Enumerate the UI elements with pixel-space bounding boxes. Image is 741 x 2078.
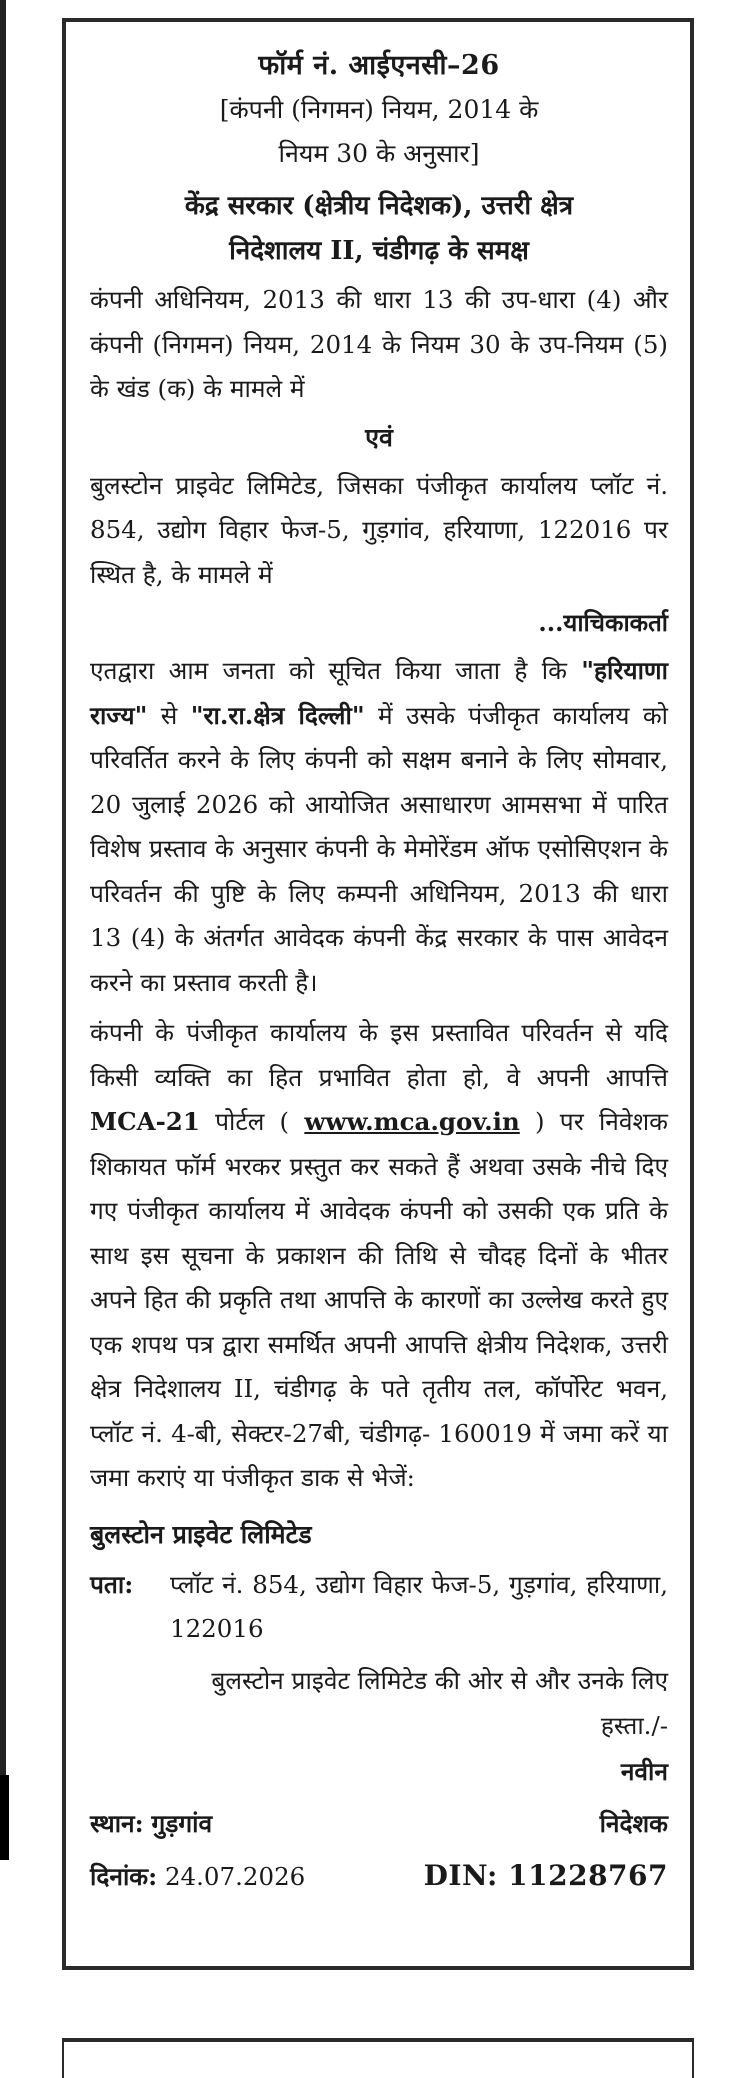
rule-reference-line2: नियम 30 के अनुसार]	[278, 139, 480, 168]
mca-portal-name: MCA-21	[90, 1107, 200, 1136]
para2-text-b: पोर्टल (	[199, 1107, 305, 1136]
authority-heading	[90, 184, 668, 274]
place-label: स्थान:	[90, 1808, 144, 1838]
next-notice-box-edge	[62, 2038, 694, 2078]
state-from: "हरियाणा राज्य"	[90, 656, 668, 730]
para2-text-c: ) पर निवेशक शिकायत फॉर्म भरकर प्रस्तुत कर सकते हैं अथवा उसके नीचे दिए गए पंजीकृत कार्यालय में आवेदक कंपनी को उसकी एक प्रति के साथ इस सूचना के प्रकाशन की तिथि से चौदह दिनों के भीतर अपने हित की प्रकृति तथा आपत्ति के कारणों का उल्लेख करते हुए एक शपथ पत्र द्वारा समर्थित अपनी आपत्ति क्षेत्रीय निदेशक, उत्तरी क्षेत्र निदेशालय II, चंडीगढ़ के पते तृतीय तल, कॉर्पोरेट भवन, प्लॉट नं. 4-बी, सेक्टर-27बी, चंडीगढ़- 160019 में जमा करें या जमा कराएं या पंजीकृत डाक से भेजें:	[90, 1107, 668, 1492]
on-behalf-line: बुलस्टोन प्राइवेट लिमिटेड की ओर से और उनके लिए	[211, 1665, 668, 1695]
date	[90, 1854, 305, 1900]
authority-line2: निदेशालय II, चंडीगढ़ के समक्ष	[229, 236, 529, 266]
notice-paragraph-2	[90, 1011, 668, 1501]
and-conjunction: एवं	[365, 422, 393, 452]
place-value: गुड़गांव	[151, 1808, 213, 1838]
date-value: 24.07.2026	[164, 1861, 306, 1891]
place	[90, 1801, 212, 1847]
mca-website-link[interactable]: www.mca.gov.in	[304, 1107, 520, 1136]
address-label: पता:	[90, 1569, 134, 1599]
left-column-mark	[0, 1775, 9, 1860]
left-column-rule	[0, 0, 6, 1860]
notice-header	[90, 44, 668, 274]
company-address	[90, 1563, 668, 1651]
notice-paragraph-1	[90, 649, 668, 1005]
place-row	[90, 1801, 668, 1847]
din-number: DIN: 11228767	[423, 1858, 668, 1892]
date-row	[90, 1853, 668, 1900]
para2-text-a: कंपनी के पंजीकृत कार्यालय के इस प्रस्तावित परिवर्तन से यदि किसी व्यक्ति का हित प्रभावित होता हो, वे अपनी आपत्ति	[90, 1018, 668, 1092]
state-to: "रा.रा.क्षेत्र दिल्ली"	[190, 700, 365, 730]
signed-mark: हस्ता./-	[600, 1710, 668, 1740]
address-text: प्लॉट नं. 854, उद्योग विहार फेज-5, गुड़गांव, हरियाणा, 122016	[170, 1569, 668, 1643]
para1-text-c: में उसके पंजीकृत कार्यालय को परिवर्तित करने के लिए कंपनी को सक्षम बनाने के लिए सोमवार, 20 जुलाई 2026 को आयोजित असाधारण आमसभा में पारित विशेष प्रस्ताव के अनुसार कंपनी के मेमोरेंडम ऑफ एसोसिएशन के परिवर्तन की पुष्टि के लिए कम्पनी अधिनियम, 2013 की धारा 13 (4) के अंतर्गत आवेदक कंपनी केंद्र सरकार के पास आवेदन करने का प्रस्ताव करती है।	[90, 700, 668, 997]
petitioner-label: ...याचिकाकर्ता	[538, 608, 668, 637]
matter-intro: कंपनी अधिनियम, 2013 की धारा 13 की उप-धारा (4) और कंपनी (निगमन) नियम, 2014 के नियम 30 के उप-नियम (5) के खंड (क) के मामले में	[90, 285, 668, 403]
legal-notice	[62, 18, 694, 1970]
authority-line1: केंद्र सरकार (क्षेत्रीय निदेशक), उत्तरी क्षेत्र	[184, 191, 574, 221]
designation: निदेशक	[599, 1808, 668, 1838]
para1-text-a: एतद्वारा आम जनता को सूचित किया जाता है कि	[90, 656, 582, 685]
form-title: फॉर्म नं. आईएनसी–26	[258, 50, 500, 81]
company-matter: बुलस्टोन प्राइवेट लिमिटेड, जिसका पंजीकृत कार्यालय प्लॉट नं. 854, उद्योग विहार फेज-5, गुड़गांव, हरियाणा, 122016 पर स्थित है, के मामले में	[90, 470, 668, 589]
company-name: बुलस्टोन प्राइवेट लिमिटेड	[90, 1519, 312, 1549]
date-label: दिनांक:	[90, 1861, 158, 1891]
rule-reference-line1: [कंपनी (निगमन) नियम, 2014 के	[219, 95, 539, 124]
para1-text-b: से	[147, 700, 191, 730]
signatory-name: नवीन	[620, 1756, 668, 1786]
